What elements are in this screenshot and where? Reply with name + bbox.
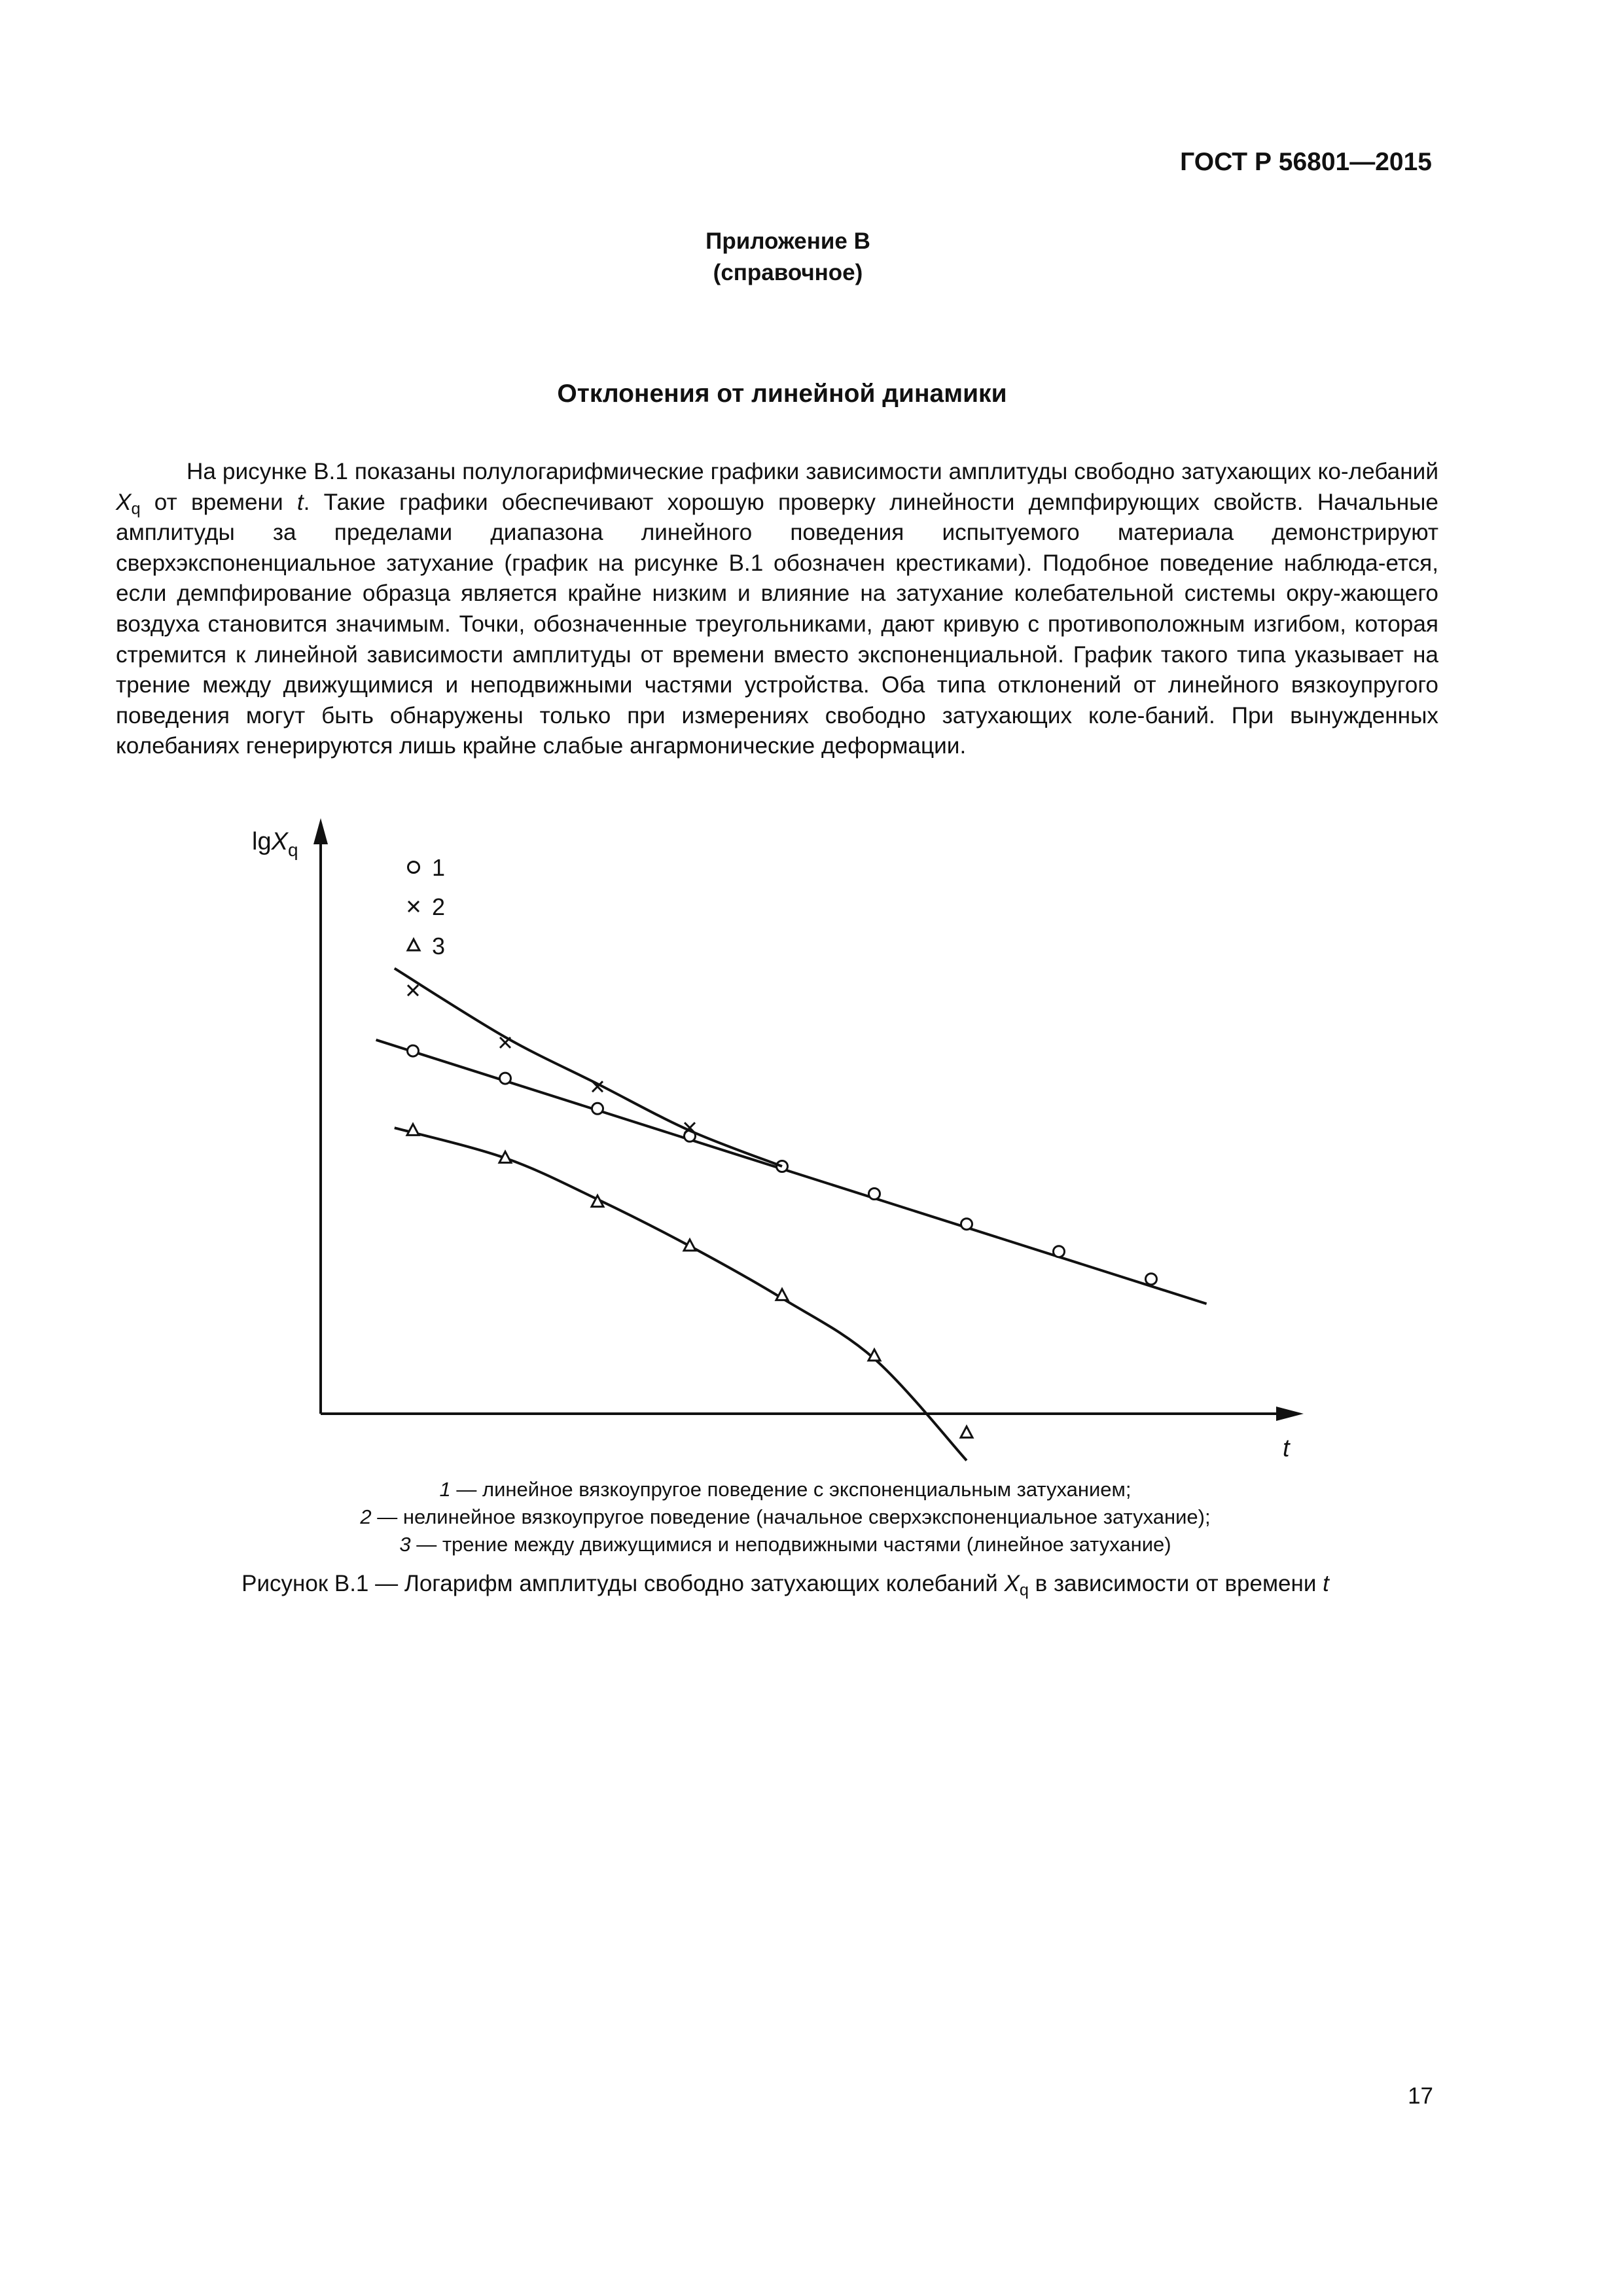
text-run: . Такие графики обеспечивают хорошую проверку линейности демпфирующих свойств. Начальные амплитуды за пределами диапазона линейного поведения испытуемого материала демонстрируют сверхэкспоненциальное затухание (график на рисунке В.1 обозначен крестиками). Подобное поведение наблюда-ется, если демпфирование образца является крайне низким и влияние на затухание колебательной системы окру-жающего воздуха становится значимым. Точки, обозначенные треугольниками, дают кривую с противоположным изгибом, которая стремится к линейной зависимости амплитуды от времени вместо экспоненциальной. График такого типа указывает на трение между движущимися и неподвижными частями устройства. Оба типа отклонений от линейного вязкоупругого поведения могут быть обнаружены только при измерениях свободно затухающих коле-баний. При вынужденных колебаниях генерируются лишь крайне слабые ангармонические деформации. — [116, 489, 1438, 759]
axes — [252, 818, 1304, 1462]
text-run: от времени — [140, 489, 297, 515]
series-2-curve — [395, 969, 782, 1166]
series-2-point-1 — [408, 985, 418, 996]
var-t: t — [296, 489, 304, 515]
series-3 — [395, 1124, 972, 1460]
series-3-curve — [395, 1128, 967, 1460]
x-axis-arrow — [1276, 1407, 1304, 1421]
legend-text: — нелинейное вязкоупругое поведение (начальное сверхэкспоненциальное затухание); — [371, 1505, 1211, 1528]
series-2-point-2 — [500, 1037, 510, 1048]
plot-area — [376, 969, 1207, 1461]
legend-marker-cross — [408, 901, 419, 912]
legend-marker-triangle — [408, 939, 419, 950]
caption-var-q: q — [1019, 1581, 1029, 1600]
series-2 — [395, 969, 782, 1166]
y-label-var: X — [271, 828, 288, 855]
legend-text: — линейное вязкоупругое поведение с экспоненциальным затуханием; — [450, 1478, 1132, 1501]
series-1-point-1 — [408, 1045, 419, 1056]
annex-title: Приложение В — [705, 228, 870, 254]
annex-note: (справочное) — [713, 260, 863, 285]
series-3-point-7 — [961, 1426, 972, 1437]
legend-marker-circle — [408, 862, 419, 873]
figure-caption — [0, 1571, 1571, 1600]
y-axis-label — [252, 828, 298, 860]
legend-label-2: 2 — [432, 893, 446, 920]
legend-label-1: 1 — [432, 854, 446, 881]
legend-text: — трение между движущимися и неподвижными частями (линейное затухание) — [410, 1533, 1171, 1556]
caption-var-t: t — [1323, 1571, 1329, 1596]
chart-legend — [408, 854, 445, 960]
caption-text: Рисунок В.1 — Логарифм амплитуды свободно затухающих колебаний — [241, 1571, 1005, 1596]
legend-label-3: 3 — [432, 933, 446, 960]
legend-num: 1 — [439, 1478, 451, 1501]
caption-var-x: X — [1004, 1571, 1020, 1596]
section-title: Отклонения от линейной динамики — [557, 380, 1007, 408]
document-code: ГОСТ Р 56801—2015 — [1180, 148, 1432, 176]
page-number: 17 — [1408, 2083, 1433, 2109]
y-label-prefix: lg — [252, 828, 272, 855]
y-label-sub: q — [287, 840, 298, 860]
x-axis-label: t — [1283, 1435, 1290, 1462]
series-1-point-3 — [592, 1103, 603, 1114]
caption-text: в зависимости от времени — [1028, 1571, 1323, 1596]
legend-item-2 — [0, 1503, 1571, 1531]
series-1-point-6 — [869, 1189, 880, 1200]
series-1-point-8 — [1054, 1246, 1065, 1257]
series-1-point-2 — [500, 1073, 511, 1084]
var-x: X — [116, 489, 132, 515]
series-1-point-9 — [1146, 1274, 1157, 1285]
legend-num: 3 — [399, 1533, 411, 1556]
legend-item-3 — [0, 1531, 1571, 1558]
legend-num: 2 — [360, 1505, 372, 1528]
y-axis-arrow — [313, 818, 328, 844]
series-3-point-1 — [407, 1124, 419, 1135]
var-q: q — [131, 499, 141, 518]
figure-legend — [0, 1476, 1571, 1558]
series-1 — [376, 1040, 1207, 1304]
text-run: На рисунке В.1 показаны полулогарифмические графики зависимости амплитуды свободно затухающих ко-лебаний — [187, 459, 1438, 484]
series-1-point-7 — [961, 1219, 972, 1230]
legend-item-1 — [0, 1476, 1571, 1503]
